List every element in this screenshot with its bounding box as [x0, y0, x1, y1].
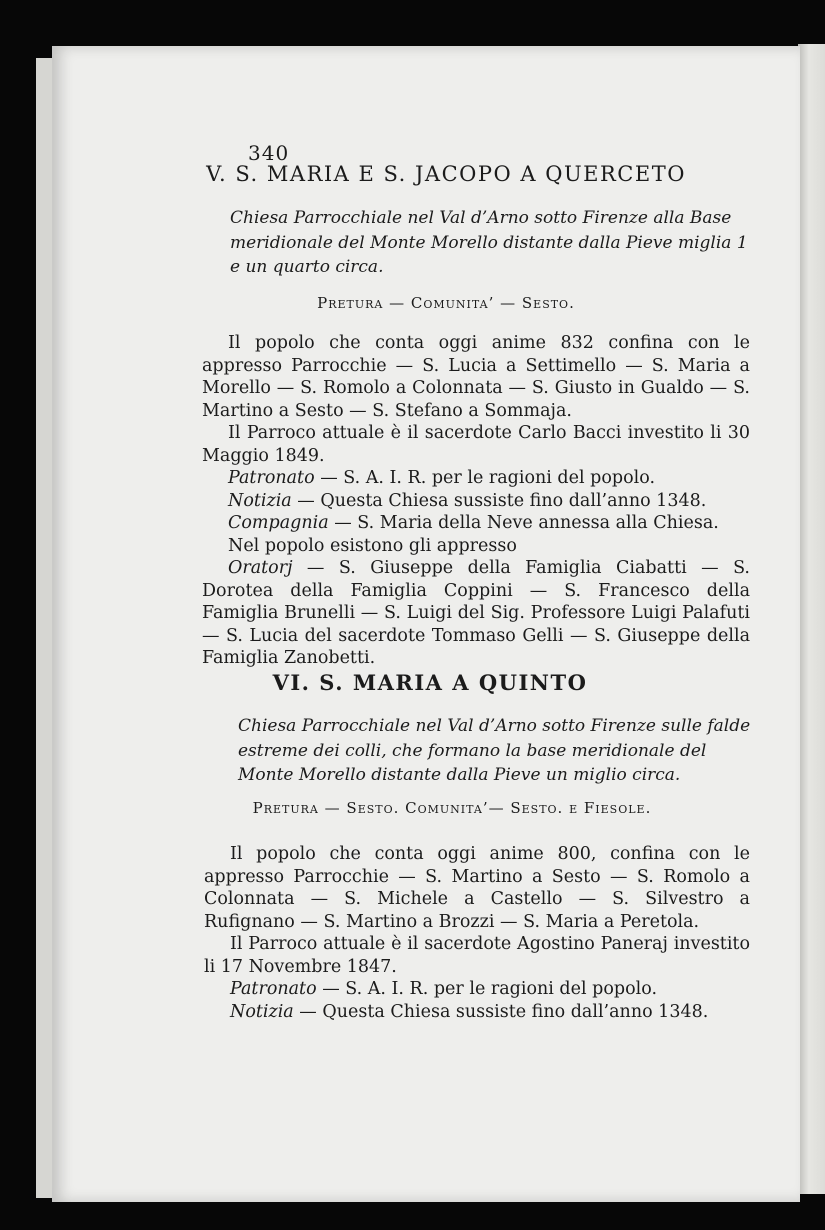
book-page: [52, 46, 800, 1202]
section-body-querceto: [202, 332, 750, 670]
paragraph-patronato: Patronato — S. A. I. R. per le ragioni del popolo.: [228, 468, 656, 488]
patronato-label: Patronato: [228, 468, 315, 488]
page-edge-right: [798, 44, 825, 1194]
paragraph-notizia: Notizia — Questa Chiesa sussiste fino dall’anno 1348.: [228, 490, 707, 511]
church-description-quinto: Chiesa Parrocchiale nel Val d’Arno sotto Firenze sulle falde estreme dei colli, che formano la base meridionale del Monte Morello distante dalla Pieve un miglio circa.: [238, 716, 751, 785]
notizia-label: Notizia: [230, 1001, 294, 1022]
jurisdiction-querceto: Pretura — Comunita’ — Sesto.: [317, 294, 575, 312]
compagnia-label: Compagnia: [228, 513, 329, 533]
paragraph-esistono: Nel popolo esistono gli appresso: [228, 535, 517, 556]
paragraph-parroco: Il Parroco attuale è il sacerdote Agostino Paneraj investito li 17 Novembre 1847.: [204, 934, 750, 977]
paragraph-oratorj: Oratorj — S. Giuseppe della Famiglia Ciabatti — S. Dorotea della Famiglia Coppini — S. Francesco della Famiglia Brunelli — S. Luigi del Sig. Professore Luigi Palafuti — S. Lucia del sacerdote Tommaso Gelli — S. Giuseppe della Famiglia Zanobetti.: [202, 558, 750, 668]
section-heading-querceto: V. S. MARIA E S. JACOPO A QUERCETO: [206, 162, 686, 186]
section-heading-quinto: VI. S. MARIA A QUINTO: [272, 670, 588, 695]
church-description-querceto: Chiesa Parrocchiale nel Val d’Arno sotto Firenze alla Base meridionale del Monte Morello distante dalla Pieve miglia 1 e un quarto circa.: [230, 208, 748, 277]
notizia-label: Notizia: [228, 490, 292, 511]
patronato-label: Patronato: [230, 979, 317, 999]
section-body-quinto: [204, 843, 750, 1023]
page-number: 340: [248, 141, 290, 165]
paragraph-notizia: Notizia — Questa Chiesa sussiste fino dall’anno 1348.: [230, 1001, 709, 1022]
paragraph-popolo: Il popolo che conta oggi anime 800, confina con le appresso Parrocchie — S. Martino a Sesto — S. Romolo a Colonnata — S. Michele a Castello — S. Silvestro a Rufignano — S. Martino a Brozzi — S. Maria a Peretola.: [204, 844, 750, 932]
paragraph-patronato: Patronato — S. A. I. R. per le ragioni del popolo.: [230, 979, 658, 999]
paragraph-compagnia: Compagnia — S. Maria della Neve annessa alla Chiesa.: [228, 513, 719, 533]
oratorj-label: Oratorj: [228, 558, 293, 578]
jurisdiction-quinto: Pretura — Sesto. Comunita’— Sesto. e Fiesole.: [252, 799, 652, 817]
paragraph-popolo: Il popolo che conta oggi anime 832 confina con le appresso Parrocchie — S. Lucia a Settimello — S. Maria a Morello — S. Romolo a Colonnata — S. Giusto in Gualdo — S. Martino a Sesto — S. Stefano a Sommaja.: [202, 333, 750, 421]
paragraph-parroco: Il Parroco attuale è il sacerdote Carlo Bacci investito li 30 Maggio 1849.: [202, 423, 750, 466]
